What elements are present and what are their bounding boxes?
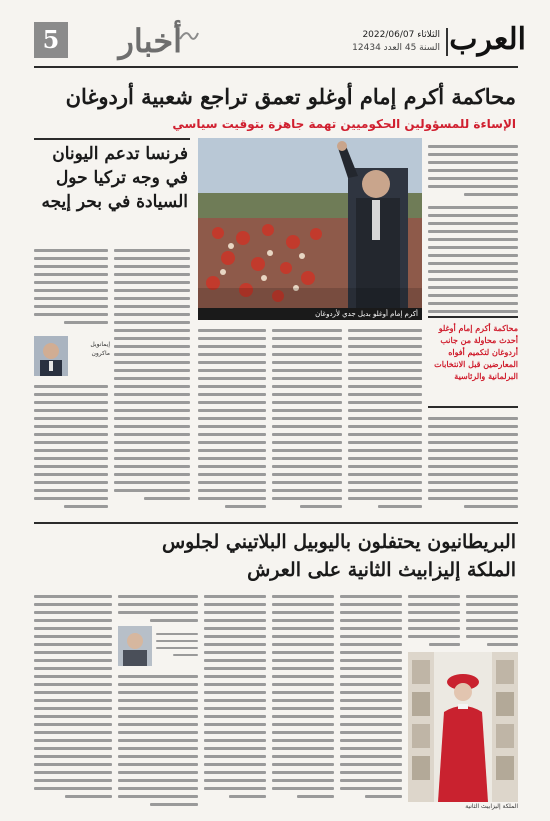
side-story-headline: فرنسا تدعم اليونان في وجه تركيا حول السيادة في بحر إيجه	[41, 144, 188, 212]
bottom-story-column-2	[204, 590, 266, 812]
side-story-rule	[34, 138, 190, 140]
bottom-story-column-0	[34, 590, 112, 812]
top-story-column-3	[348, 324, 422, 518]
masthead-rule	[34, 66, 518, 68]
queen-photo-caption: الملكة إليزابيث الثانية	[465, 803, 518, 810]
bottom-story-column-4	[340, 590, 402, 812]
bottom-headline-line-2: الملكة إليزابيث الثانية على العرش	[247, 559, 516, 581]
page-number: 5	[42, 25, 60, 54]
main-photo-caption: أكرم إمام أوغلو بديل جدي لأردوغان	[198, 308, 422, 320]
side-story-photo-caption: إيمانويل ماكرون	[90, 341, 110, 357]
bottom-story-column-1-top	[118, 590, 198, 624]
bottom-story-column-right-2	[408, 590, 460, 650]
section-ornament	[178, 28, 200, 42]
top-story-column-right-lower	[428, 412, 518, 518]
side-story-column-left-top	[34, 244, 108, 332]
section-title: أخبار	[118, 22, 182, 60]
crowd-rally-photo	[198, 138, 422, 308]
main-headline: محاكمة أكرم إمام أوغلو تعمق تراجع شعبية أردوغان	[65, 84, 516, 109]
top-story-column-2	[272, 324, 342, 518]
portrait-photo	[34, 336, 68, 376]
bottom-story-rule	[34, 522, 518, 524]
main-photo	[198, 138, 422, 308]
top-story-column-1	[198, 324, 266, 518]
pull-quote-rule-bottom	[428, 406, 518, 408]
main-subhead: الإساءة للمسؤولين الحكوميين تهمة جاهزة بتوقيت سياسي	[172, 117, 516, 131]
side-story-column-right	[114, 244, 190, 516]
issue-number: السنة 45 العدد 12434	[352, 43, 440, 53]
side-story-column-left-bottom	[34, 380, 108, 516]
bottom-headline-line-1: البريطانيون يحتفلون باليوبيل البلاتيني لجلوس	[161, 531, 516, 553]
pull-quote-rule-top	[428, 316, 518, 318]
date-divider	[446, 28, 448, 56]
bottom-story-column-1	[118, 670, 198, 812]
portrait-photo	[118, 626, 152, 666]
bottom-story-column-right	[466, 590, 518, 650]
bottom-small-photo	[118, 626, 152, 666]
pull-quote: محاكمة أكرم إمام أوغلو أحدث محاولة من جانب أردوغان لتكميم أفواه المعارضين قبل الانتخابات البرلمانية والرئاسية	[434, 323, 518, 381]
top-story-column-right	[428, 140, 518, 314]
issue-date: الثلاثاء 2022/06/07	[362, 30, 440, 40]
bottom-small-photo-note	[156, 628, 198, 664]
queen-photo	[408, 652, 518, 802]
bottom-story-column-3	[272, 590, 334, 812]
swirl-icon	[178, 29, 200, 43]
queen-portrait-photo	[408, 652, 518, 802]
newspaper-logo: العرب	[449, 22, 526, 57]
side-story-photo	[34, 336, 68, 376]
